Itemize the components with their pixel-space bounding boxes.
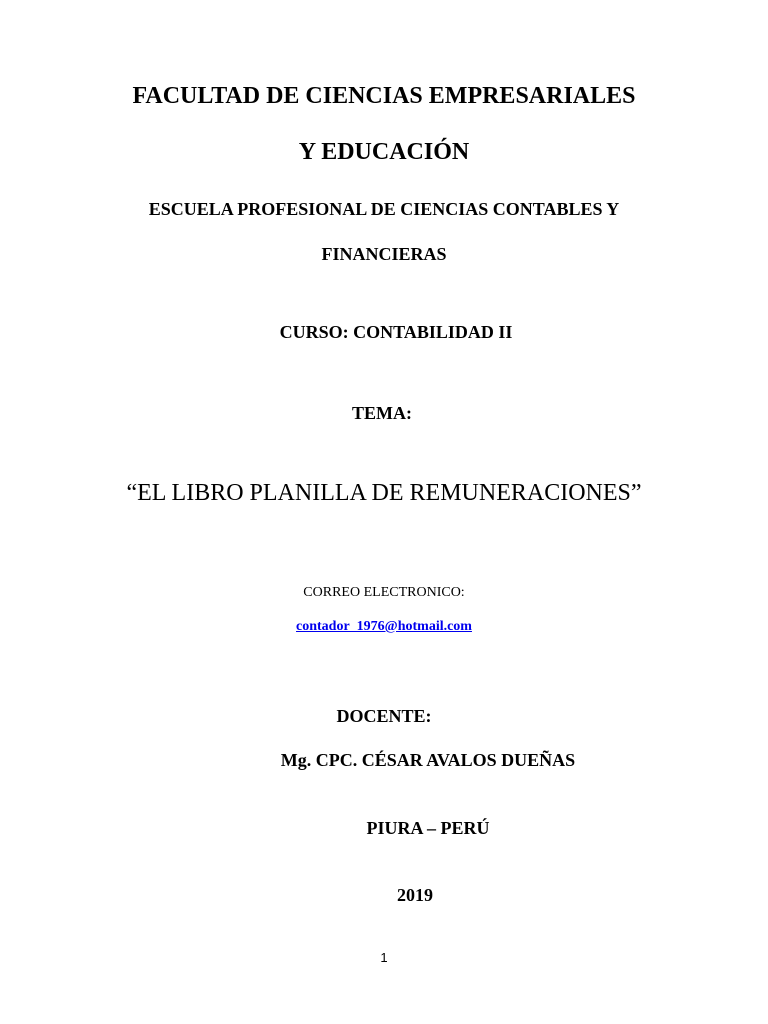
page-number: 1 bbox=[380, 950, 388, 965]
place-line: PIURA – PERÚ bbox=[366, 818, 490, 838]
email-link[interactable]: contador_1976@hotmail.com bbox=[296, 619, 472, 634]
school-title-line-2: FINANCIERAS bbox=[321, 244, 447, 264]
faculty-title-line-2: Y EDUCACIÓN bbox=[298, 139, 470, 165]
teacher-label: DOCENTE: bbox=[336, 706, 432, 726]
teacher-name: Mg. CPC. CÉSAR AVALOS DUEÑAS bbox=[280, 750, 576, 770]
topic-title: “EL LIBRO PLANILLA DE REMUNERACIONES” bbox=[126, 480, 642, 506]
year-line: 2019 bbox=[397, 885, 433, 905]
faculty-title-line-1: FACULTAD DE CIENCIAS EMPRESARIALES bbox=[132, 83, 636, 109]
email-label: CORREO ELECTRONICO: bbox=[303, 585, 465, 600]
topic-label: TEMA: bbox=[352, 403, 412, 423]
school-title-line-1: ESCUELA PROFESIONAL DE CIENCIAS CONTABLES Y bbox=[148, 199, 620, 219]
course-heading: CURSO: CONTABILIDAD II bbox=[279, 322, 513, 342]
